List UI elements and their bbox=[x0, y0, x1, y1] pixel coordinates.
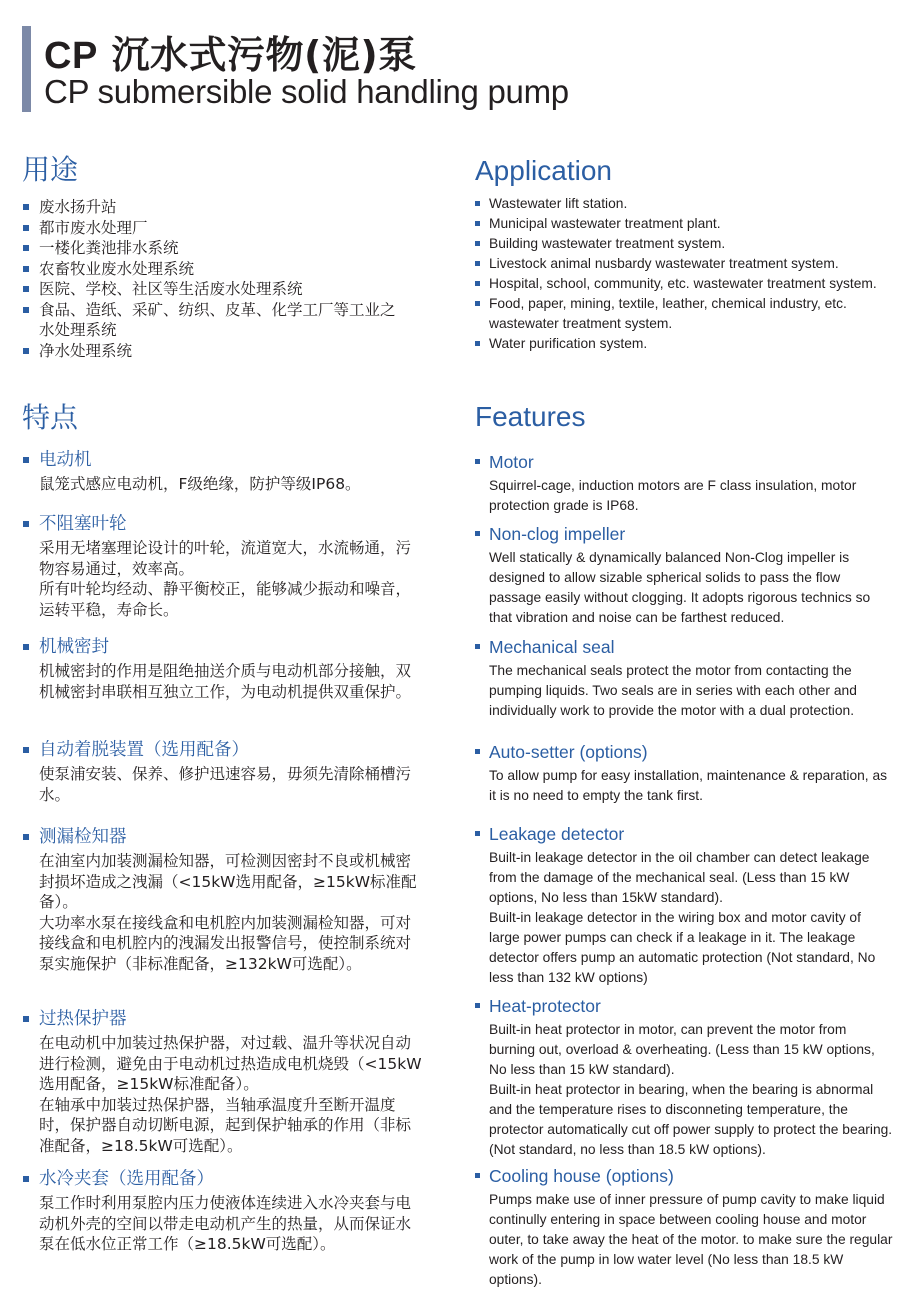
title-accent-bar bbox=[22, 26, 31, 112]
list-item bbox=[22, 300, 402, 341]
square-bullet-icon bbox=[23, 286, 29, 292]
feature-paragraph: 大功率水泵在接线盒和电机腔内加装测漏检知器，可对接线盒和电机腔内的洩漏发出报警信号，使控制系统对泵实施保护（非标准配备，≥132kW可选配）。 bbox=[39, 913, 412, 973]
feature-paragraph: 在电动机中加装过热保护器，对过载、温升等状况自动进行检测，避免由于电动机过热造成电机烧毁（<15kW选用配备，≥15kW标准配备）。 bbox=[39, 1034, 422, 1093]
list-item-text: Livestock animal nusbardy wastewater treatment system. bbox=[489, 256, 839, 271]
list-item bbox=[22, 341, 402, 362]
feature-heading bbox=[22, 634, 422, 660]
square-bullet-icon bbox=[475, 341, 480, 346]
feature-description bbox=[22, 474, 422, 495]
square-bullet-icon bbox=[475, 301, 480, 306]
feature-heading-text: 电动机 bbox=[39, 450, 92, 470]
feature-item bbox=[474, 1163, 894, 1290]
feature-item bbox=[22, 824, 422, 974]
square-bullet-icon bbox=[23, 834, 29, 840]
feature-paragraph: Built-in leakage detector in the wiring box and motor cavity of large power pumps can check if a leakage in it. The leakage detector offers pump an automatic protection (Not standard, No less than 132 kW options) bbox=[489, 910, 876, 985]
list-item bbox=[474, 254, 884, 274]
square-bullet-icon bbox=[23, 521, 29, 527]
feature-item bbox=[474, 521, 894, 628]
cn-application-list bbox=[22, 197, 402, 361]
square-bullet-icon bbox=[475, 531, 480, 536]
en-application-list bbox=[474, 194, 884, 354]
feature-heading bbox=[22, 447, 422, 473]
list-item-text: 废水扬升站 bbox=[39, 198, 117, 216]
feature-item bbox=[22, 1006, 422, 1156]
feature-description bbox=[22, 661, 422, 702]
feature-paragraph: The mechanical seals protect the motor from contacting the pumping liquids. Two seals are in series with each other and individually work to provide the motor with a dual protection. bbox=[489, 663, 857, 718]
feature-paragraph: 在油室内加装测漏检知器，可检测因密封不良或机械密封损坏造成之洩漏（<15kW选用配备，≥15kW标准配备）。 bbox=[39, 852, 417, 911]
en-features-title: Features bbox=[475, 401, 586, 432]
list-item-text: 净水处理系统 bbox=[39, 341, 133, 360]
list-item bbox=[22, 197, 402, 218]
feature-description bbox=[474, 548, 894, 628]
feature-paragraph: 鼠笼式感应电动机，F级绝缘，防护等级IP68。 bbox=[39, 475, 361, 493]
square-bullet-icon bbox=[23, 204, 29, 210]
feature-paragraph: Built-in leakage detector in the oil chamber can detect leakage from the damage of the mechanical seal. (Less than 15 kW options, No less than 15kW standard). bbox=[489, 850, 870, 905]
square-bullet-icon bbox=[475, 281, 480, 286]
square-bullet-icon bbox=[23, 747, 29, 753]
feature-heading bbox=[474, 521, 894, 547]
feature-description bbox=[22, 1033, 422, 1156]
list-item-text: Building wastewater treatment system. bbox=[489, 236, 726, 251]
feature-paragraph: Squirrel-cage, induction motors are F class insulation, motor protection grade is IP68. bbox=[489, 478, 857, 513]
cn-application-title: 用途 bbox=[22, 153, 79, 186]
list-item bbox=[22, 259, 402, 280]
feature-heading-text: Motor bbox=[489, 452, 534, 472]
feature-item bbox=[474, 993, 894, 1160]
title-chinese-rest: 沉水式污物(泥)泵 bbox=[97, 33, 417, 77]
feature-description bbox=[474, 766, 894, 806]
feature-item bbox=[22, 737, 422, 805]
feature-item bbox=[22, 447, 422, 495]
feature-paragraph: Well statically & dynamically balanced Non-Clog impeller is designed to allow sizable spherical solids to pass the flow passage easily without clogging. It adopts rigorous technics so that vibration and noise can be farthest reduced. bbox=[489, 550, 871, 625]
list-item-text: Hospital, school, community, etc. wastewater treatment system. bbox=[489, 276, 877, 291]
square-bullet-icon bbox=[23, 266, 29, 272]
feature-item bbox=[22, 1166, 422, 1255]
list-item bbox=[474, 234, 884, 254]
square-bullet-icon bbox=[475, 749, 480, 754]
feature-heading bbox=[474, 739, 894, 765]
feature-heading-text: 水冷夹套（选用配备） bbox=[39, 1169, 214, 1189]
square-bullet-icon bbox=[23, 1176, 29, 1182]
feature-paragraph: 所有叶轮均经动、静平衡校正，能够减少振动和噪音，运转平稳，寿命长。 bbox=[39, 580, 412, 619]
feature-paragraph: Pumps make use of inner pressure of pump cavity to make liquid continully entering in space between cooling house and motor outer, to take away the heat of the motor. to make sure the regular work of the pump in low water level (No less than 18.5 kW options). bbox=[489, 1192, 893, 1287]
title-chinese bbox=[44, 24, 417, 79]
feature-item bbox=[474, 739, 894, 806]
feature-heading-text: Leakage detector bbox=[489, 824, 625, 844]
feature-heading bbox=[474, 634, 894, 660]
feature-paragraph: To allow pump for easy installation, maintenance & reparation, as it is no need to empty the tank first. bbox=[489, 768, 888, 803]
feature-description bbox=[474, 1020, 894, 1160]
square-bullet-icon bbox=[23, 245, 29, 251]
feature-paragraph: 在轴承中加装过热保护器，当轴承温度升至断开温度时，保护器自动切断电源，起到保护轴承的作用（非标准配备，≥18.5kW可选配）。 bbox=[39, 1095, 412, 1155]
square-bullet-icon bbox=[475, 1003, 480, 1008]
list-item-text: 都市废水处理厂 bbox=[39, 218, 148, 237]
en-application-title: Application bbox=[475, 155, 612, 186]
list-item bbox=[22, 279, 402, 300]
feature-description bbox=[22, 851, 422, 974]
feature-heading-text: Cooling house (options) bbox=[489, 1166, 674, 1186]
list-item bbox=[22, 218, 402, 239]
feature-description bbox=[474, 661, 894, 721]
feature-description bbox=[22, 764, 422, 805]
list-item bbox=[474, 294, 884, 334]
square-bullet-icon bbox=[475, 831, 480, 836]
square-bullet-icon bbox=[475, 261, 480, 266]
feature-description bbox=[474, 848, 894, 988]
list-item bbox=[474, 334, 884, 354]
list-item bbox=[474, 214, 884, 234]
feature-heading bbox=[474, 993, 894, 1019]
feature-heading-text: 机械密封 bbox=[39, 637, 109, 657]
feature-heading bbox=[474, 449, 894, 475]
feature-heading-text: 自动着脱装置（选用配备） bbox=[39, 740, 249, 760]
list-item-text: Water purification system. bbox=[489, 336, 648, 351]
feature-item bbox=[474, 634, 894, 721]
square-bullet-icon bbox=[23, 348, 29, 354]
square-bullet-icon bbox=[23, 644, 29, 650]
square-bullet-icon bbox=[475, 221, 480, 226]
feature-heading-text: Non-clog impeller bbox=[489, 524, 626, 544]
list-item-text: Wastewater lift station. bbox=[489, 196, 628, 211]
feature-heading bbox=[474, 821, 894, 847]
feature-description bbox=[474, 1190, 894, 1290]
square-bullet-icon bbox=[23, 457, 29, 463]
feature-paragraph: Built-in heat protector in motor, can prevent the motor from burning out, overload & overheating. (Less than 15 kW options, No less than 15 kW standard). bbox=[489, 1022, 875, 1077]
list-item-text: 一楼化粪池排水系统 bbox=[39, 239, 179, 257]
feature-heading-text: 不阻塞叶轮 bbox=[39, 514, 127, 534]
feature-heading-text: 测漏检知器 bbox=[39, 827, 127, 847]
feature-item bbox=[22, 634, 422, 702]
square-bullet-icon bbox=[23, 225, 29, 231]
feature-heading-text: Auto-setter (options) bbox=[489, 742, 648, 762]
list-item bbox=[474, 194, 884, 214]
feature-heading-text: Mechanical seal bbox=[489, 637, 615, 657]
feature-heading-text: 过热保护器 bbox=[39, 1009, 127, 1029]
square-bullet-icon bbox=[475, 241, 480, 246]
feature-description bbox=[22, 538, 422, 620]
feature-heading-text: Heat-protector bbox=[489, 996, 601, 1016]
feature-heading bbox=[22, 824, 422, 850]
feature-heading bbox=[22, 1166, 422, 1192]
feature-paragraph: Built-in heat protector in bearing, when the bearing is abnormal and the temperature rises to disconneting temperature, the protector automatically cut off power supply to protect the bearing. (Not standard, no less than 18.5 kW options). bbox=[489, 1082, 893, 1157]
feature-item bbox=[22, 511, 422, 620]
title-english: CP submersible solid handling pump bbox=[44, 73, 569, 110]
feature-paragraph: 使泵浦安装、保养、修护迅速容易，毋须先清除桶槽污水。 bbox=[39, 765, 412, 804]
square-bullet-icon bbox=[475, 459, 480, 464]
cn-features-title: 特点 bbox=[22, 401, 79, 434]
feature-paragraph: 采用无堵塞理论设计的叶轮，流道宽大，水流畅通，污物容易通过，效率高。 bbox=[39, 539, 412, 578]
list-item-text: 农畜牧业废水处理系统 bbox=[39, 259, 195, 278]
square-bullet-icon bbox=[475, 644, 480, 649]
feature-heading bbox=[22, 1006, 422, 1032]
list-item-text: 医院、学校、社区等生活废水处理系统 bbox=[39, 280, 303, 298]
square-bullet-icon bbox=[475, 201, 480, 206]
list-item bbox=[474, 274, 884, 294]
list-item bbox=[22, 238, 402, 259]
feature-heading bbox=[474, 1163, 894, 1189]
list-item-text: Food, paper, mining, textile, leather, chemical industry, etc. wastewater treatment system. bbox=[489, 296, 847, 331]
square-bullet-icon bbox=[23, 1016, 29, 1022]
feature-paragraph: 机械密封的作用是阻绝抽送介质与电动机部分接触，双机械密封串联相互独立工作，为电动机提供双重保护。 bbox=[39, 662, 412, 701]
list-item-text: 食品、造纸、采矿、纺织、皮革、化学工厂等工业之水处理系统 bbox=[39, 300, 396, 339]
square-bullet-icon bbox=[23, 307, 29, 313]
feature-heading bbox=[22, 511, 422, 537]
feature-description bbox=[474, 476, 894, 516]
feature-item bbox=[474, 821, 894, 988]
feature-paragraph: 泵工作时利用泵腔内压力使液体连续进入水冷夹套与电动机外壳的空间以带走电动机产生的热量，从而保证水泵在低水位正常工作（≥18.5kW可选配）。 bbox=[39, 1194, 412, 1253]
feature-description bbox=[22, 1193, 422, 1255]
feature-item bbox=[474, 449, 894, 516]
feature-heading bbox=[22, 737, 422, 763]
square-bullet-icon bbox=[475, 1173, 480, 1178]
title-chinese-prefix: CP bbox=[44, 35, 98, 77]
list-item-text: Municipal wastewater treatment plant. bbox=[489, 216, 721, 231]
